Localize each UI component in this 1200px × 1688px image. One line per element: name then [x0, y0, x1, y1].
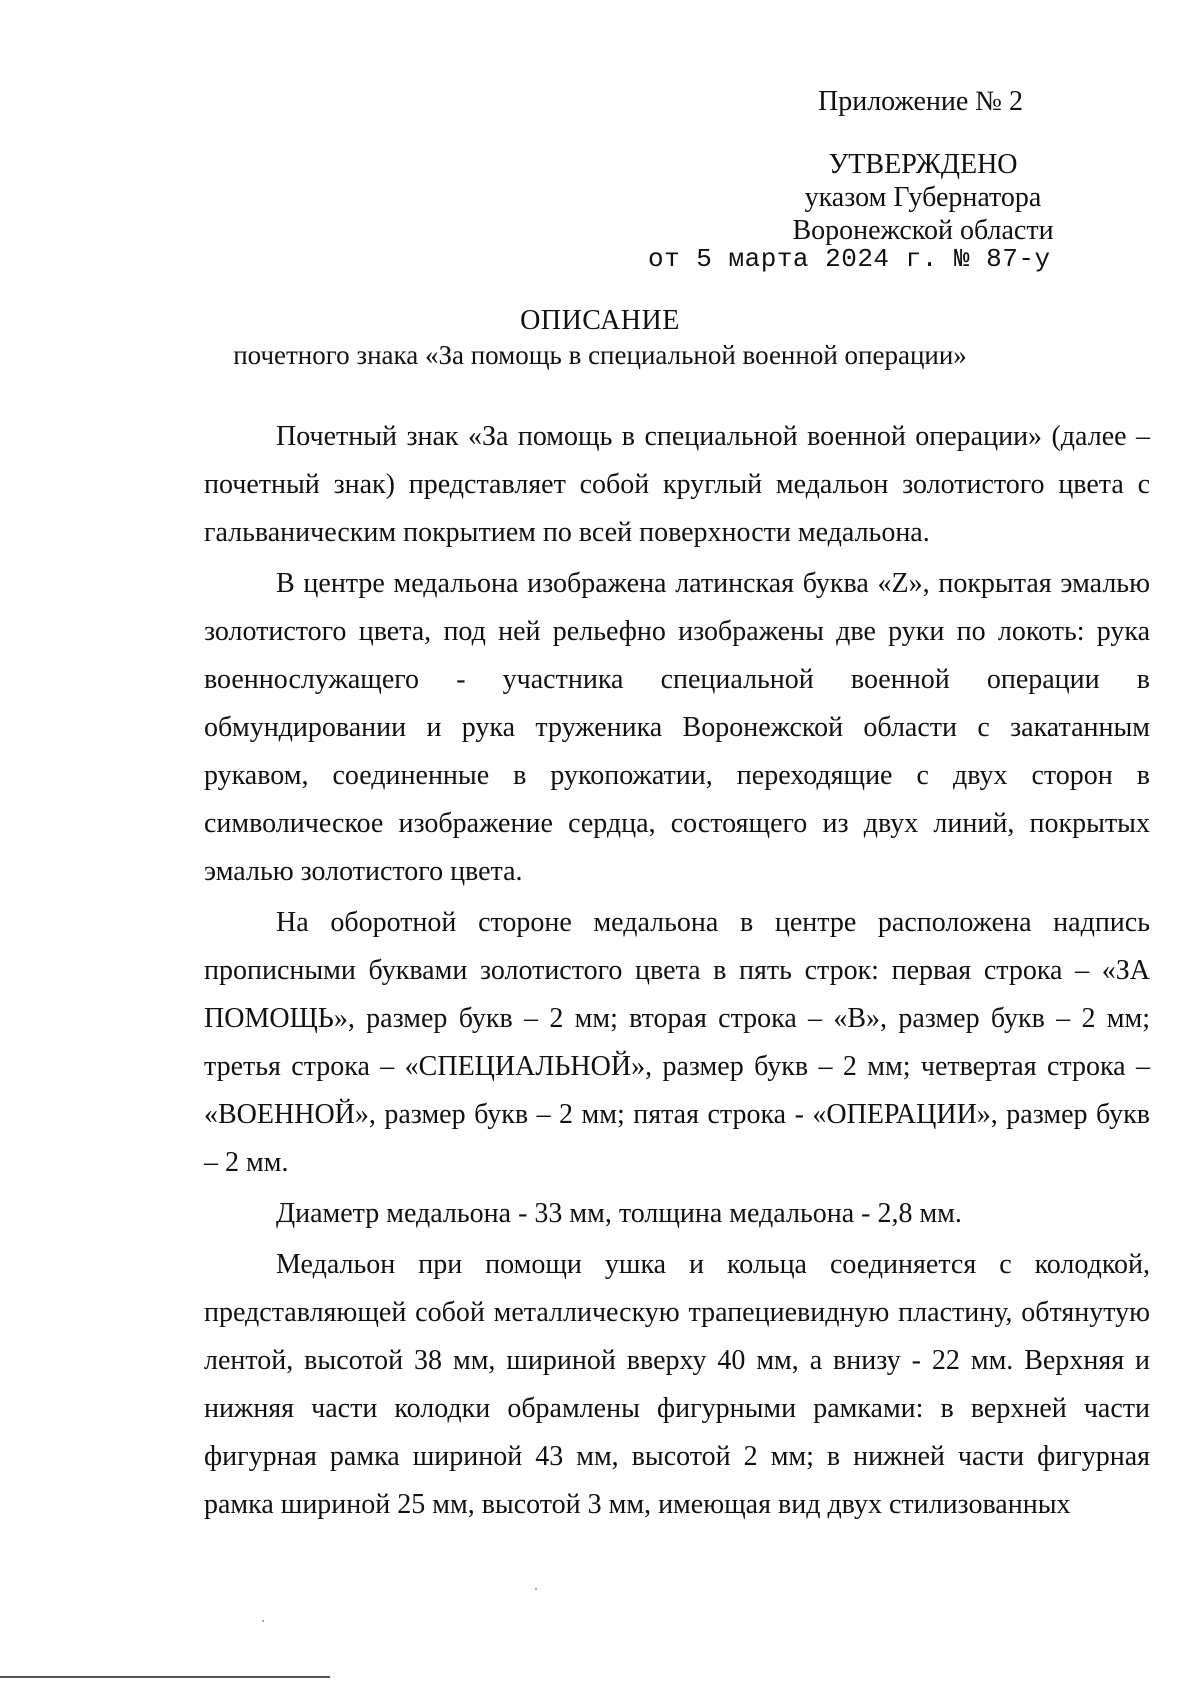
approval-block — [788, 148, 1058, 247]
document-title: ОПИСАНИЕ — [520, 305, 680, 336]
paragraph-dimensions: Диаметр медальона - 33 мм, толщина медальона - 2,8 мм. — [276, 1198, 962, 1229]
appendix-label: Приложение № 2 — [818, 86, 1023, 117]
paragraph-obverse: В центре медальона изображена латинская буква «Z», покрытая эмалью золотистого цвета, под ней рельефно изображены две руки по локоть: рука военнослужащего - участника специальной военной операции в обмундировании и рука труженика Воронежской области с закатанным рукавом, соединенные в рукопожатии, переходящие с двух сторон в символическое изображение сердца, состоящего из двух линий, покрытых эмалью золотистого цвета. — [204, 568, 1150, 887]
paragraph-reverse: На оборотной стороне медальона в центре расположена надпись прописными буквами золотистого цвета в пять строк: первая строка – «ЗА ПОМОЩЬ», размер букв – 2 мм; вторая строка – «В», размер букв – 2 мм; третья строка – «СПЕЦИАЛЬНОЙ», размер букв – 2 мм; четвертая строка – «ВОЕННОЙ», размер букв – 2 мм; пятая строка - «ОПЕРАЦИИ», размер букв – 2 мм. — [204, 907, 1150, 1178]
document-body — [204, 413, 1150, 1532]
document-subtitle: почетного знака «За помощь в специальной военной операции» — [233, 340, 967, 370]
approval-authority: указом Губернатора — [804, 182, 1042, 213]
approval-heading: УТВЕРЖДЕНО — [828, 149, 1018, 180]
paragraph-general: Почетный знак «За помощь в специальной военной операции» (далее – почетный знак) представляет собой круглый медальон золотистого цвета с гальваническим покрытием по всей поверхности медальона. — [204, 421, 1150, 548]
approval-date-stamp: от 5 марта 2024 г. № 87-у — [648, 244, 1051, 274]
page-edge-line — [0, 1676, 330, 1678]
scan-speck — [535, 1588, 537, 1590]
scan-speck — [262, 1620, 264, 1622]
paragraph-mount: Медальон при помощи ушка и кольца соединяется с колодкой, представляющей собой металлическую трапециевидную пластину, обтянутую лентой, высотой 38 мм, шириной вверху 40 мм, а внизу - 22 мм. Верхняя и нижняя части колодки обрамлены фигурными рамками: в верхней части фигурная рамка шириной 43 мм, высотой 2 мм; в нижней части фигурная рамка шириной 25 мм, высотой 3 мм, имеющая вид двух стилизованных — [204, 1249, 1150, 1520]
approval-region: Воронежской области — [792, 215, 1054, 246]
